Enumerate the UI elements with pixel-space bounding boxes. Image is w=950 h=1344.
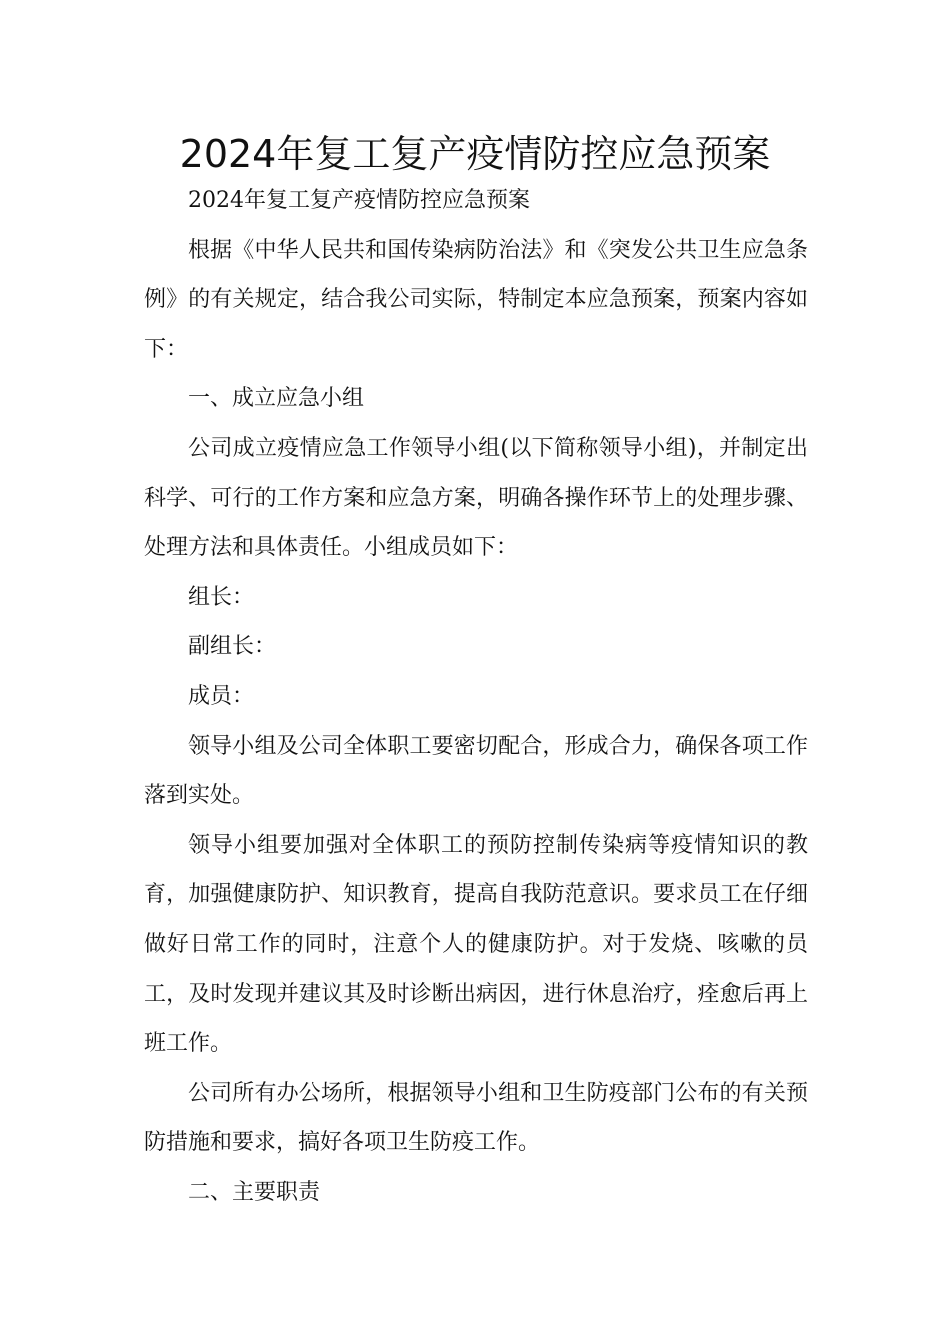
office-hygiene-paragraph: 公司所有办公场所，根据领导小组和卫生防疫部门公布的有关预防措施和要求，搞好各项卫生防疫工作。 [144, 1080, 808, 1156]
members-line: 成员： [188, 683, 255, 709]
document-title: 2024年复工复产疫情防控应急预案 [179, 132, 771, 176]
document-body [144, 176, 808, 1217]
group-leader-line: 组长： [188, 584, 255, 610]
education-paragraph: 领导小组要加强对全体职工的预防控制传染病等疫情知识的教育，加强健康防护、知识教育，提高自我防范意识。要求员工在仔细做好日常工作的同时，注意个人的健康防护。对于发烧、咳嗽的员工，及时发现并建议其及时诊断出病因，进行休息治疗，痊愈后再上班工作。 [144, 832, 808, 1057]
section-heading-1: 一、成立应急小组 [188, 386, 365, 412]
subtitle-paragraph: 2024年复工复产疫情防控应急预案 [188, 188, 530, 213]
deputy-leader-line: 副组长： [188, 634, 277, 660]
cooperation-paragraph: 领导小组及公司全体职工要密切配合，形成合力，确保各项工作落到实处。 [144, 733, 808, 809]
leadership-group-paragraph: 公司成立疫情应急工作领导小组(以下简称领导小组)，并制定出科学、可行的工作方案和应急方案，明确各操作环节上的处理步骤、处理方法和具体责任。小组成员如下： [144, 435, 808, 561]
intro-paragraph: 根据《中华人民共和国传染病防治法》和《突发公共卫生应急条例》的有关规定，结合我公司实际，特制定本应急预案，预案内容如下： [144, 237, 808, 362]
section-heading-2: 二、主要职责 [188, 1179, 321, 1205]
